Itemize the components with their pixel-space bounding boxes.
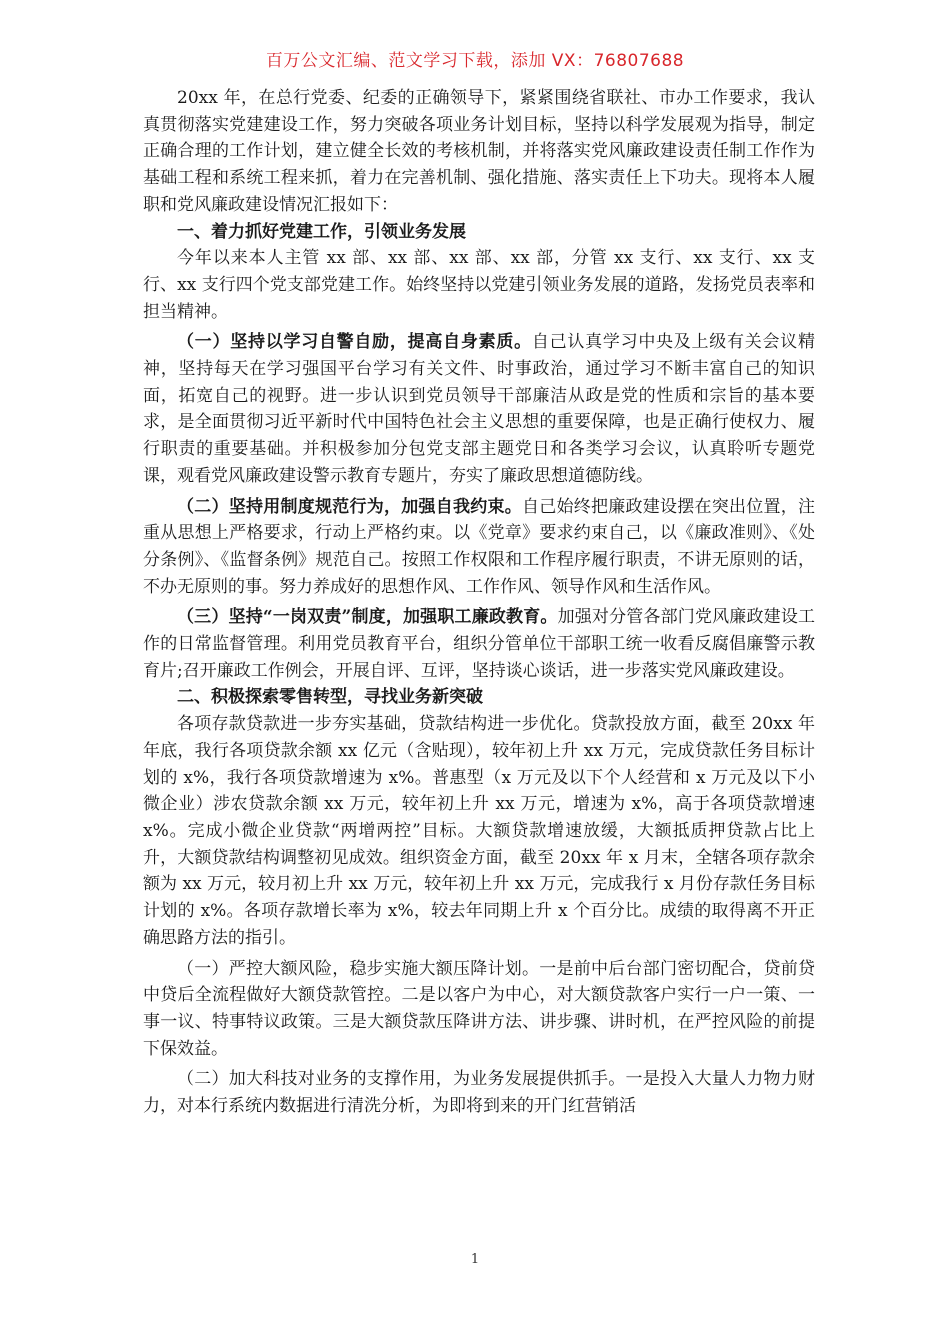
paragraph: （二）加大科技对业务的支撑作用，为业务发展提供抓手。一是投入大量人力物力财力，对本行系统内数据进行清洗分析，为即将到来的开门红营销活 xyxy=(143,1069,815,1117)
page-number: 1 xyxy=(470,1252,480,1267)
paragraph: （一）严控大额风险，稳步实施大额压降计划。一是前中后台部门密切配合，贷前贷中贷后全流程做好大额贷款管控。二是以客户为中心，对大额贷款客户实行一户一策、一事一议、特事特议政策。三是大额贷款压降讲方法、讲步骤、讲时机，在严控风险的前提下保效益。 xyxy=(143,958,815,1059)
section-heading-1: 一、着力抓好党建工作，引领业务发展 xyxy=(177,221,466,242)
paragraph-lead: （二）坚持用制度规范行为，加强自我约束。 xyxy=(177,496,522,517)
paragraph-lead: （三）坚持“一岗双责”制度，加强职工廉政教育。 xyxy=(177,607,558,628)
document-body xyxy=(143,85,815,1120)
paragraph: （三）坚持“一岗双责”制度，加强职工廉政教育。加强对分管各部门党风廉政建设工作的日常监督管理。利用党员教育平台，组织分管单位干部职工统一收看反腐倡廉警示教育片;召开廉政工作例会，开展自评、互评，坚持谈心谈话，进一步落实党风廉政建设。 xyxy=(143,607,815,681)
paragraph: （一）坚持以学习自警自励，提高自身素质。自己认真学习中央及上级有关会议精神，坚持每天在学习强国平台学习有关文件、时事政治，通过学习不断丰富自己的知识面，拓宽自己的视野。进一步认识到党员领导干部廉洁从政是党的性质和宗旨的基本要求，是全面贯彻习近平新时代中国特色社会主义思想的重要保障，也是正确行使权力、履行职责的重要基础。并积极参加分包党支部主题党日和各类学习会议，认真聆听专题党课，观看党风廉政建设警示教育专题片，夯实了廉政思想道德防线。 xyxy=(143,332,816,486)
paragraph: 各项存款贷款进一步夯实基础，贷款结构进一步优化。贷款投放方面，截至 20xx 年年底，我行各项贷款余额 xx 亿元（含贴现），较年初上升 xx 万元，完成贷款任务目标计划的 x%，我行各项贷款增速为 x%。普惠型（x 万元及以下个人经营和 x 万元及以下小微企业）涉农贷款余额 xx 万元，较年初上升 xx 万元，增速为 x%，高于各项贷款增速 x%。完成小微企业贷款“两增两控”目标。大额贷款增速放缓，大额抵质押贷款占比上升，大额贷款结构调整初见成效。组织资金方面，截至 20xx 年 x 月末，全辖各项存款余额为 xx 万元，较月初上升 xx 万元，较年初上升 xx 万元，完成我行 x 月份存款任务目标计划的 x%。各项存款增长率为 x%，较去年同期上升 x 个百分比。成绩的取得离不开正确思路方法的指引。 xyxy=(143,714,815,948)
paragraph-lead: （一）坚持以学习自警自励，提高自身素质。 xyxy=(177,332,532,353)
paragraph: 今年以来本人主管 xx 部、xx 部、xx 部、xx 部，分管 xx 支行、xx 支行、xx 支行、xx 支行四个党支部党建工作。始终坚持以党建引领业务发展的道路，发扬党员表率和担当精神。 xyxy=(143,248,815,322)
paragraph: （二）坚持用制度规范行为，加强自我约束。自己始终把廉政建设摆在突出位置，注重从思想上严格要求，行动上严格约束。以《党章》要求约束自己，以《廉政准则》、《处分条例》、《监督条例》规范自己。按照工作权限和工作程序履行职责，不讲无原则的话，不办无原则的事。努力养成好的思想作风、工作作风、领导作风和生活作风。 xyxy=(143,496,815,597)
section-heading-2: 二、积极探索零售转型，寻找业务新突破 xyxy=(177,687,483,708)
paragraph-intro: 20xx 年，在总行党委、纪委的正确领导下，紧紧围绕省联社、市办工作要求，我认真贯彻落实党建建设工作，努力突破各项业务计划目标，坚持以科学发展观为指导，制定正确合理的工作计划，建立健全长效的考核机制，并将落实党风廉政建设责任制工作作为基础工程和系统工程来抓，着力在完善机制、强化措施、落实责任上下功夫。现将本人履职和党风廉政建设情况汇报如下： xyxy=(143,88,815,215)
watermark-banner: 百万公文汇编、范文学习下载，添加 VX：76807688 xyxy=(265,51,685,71)
